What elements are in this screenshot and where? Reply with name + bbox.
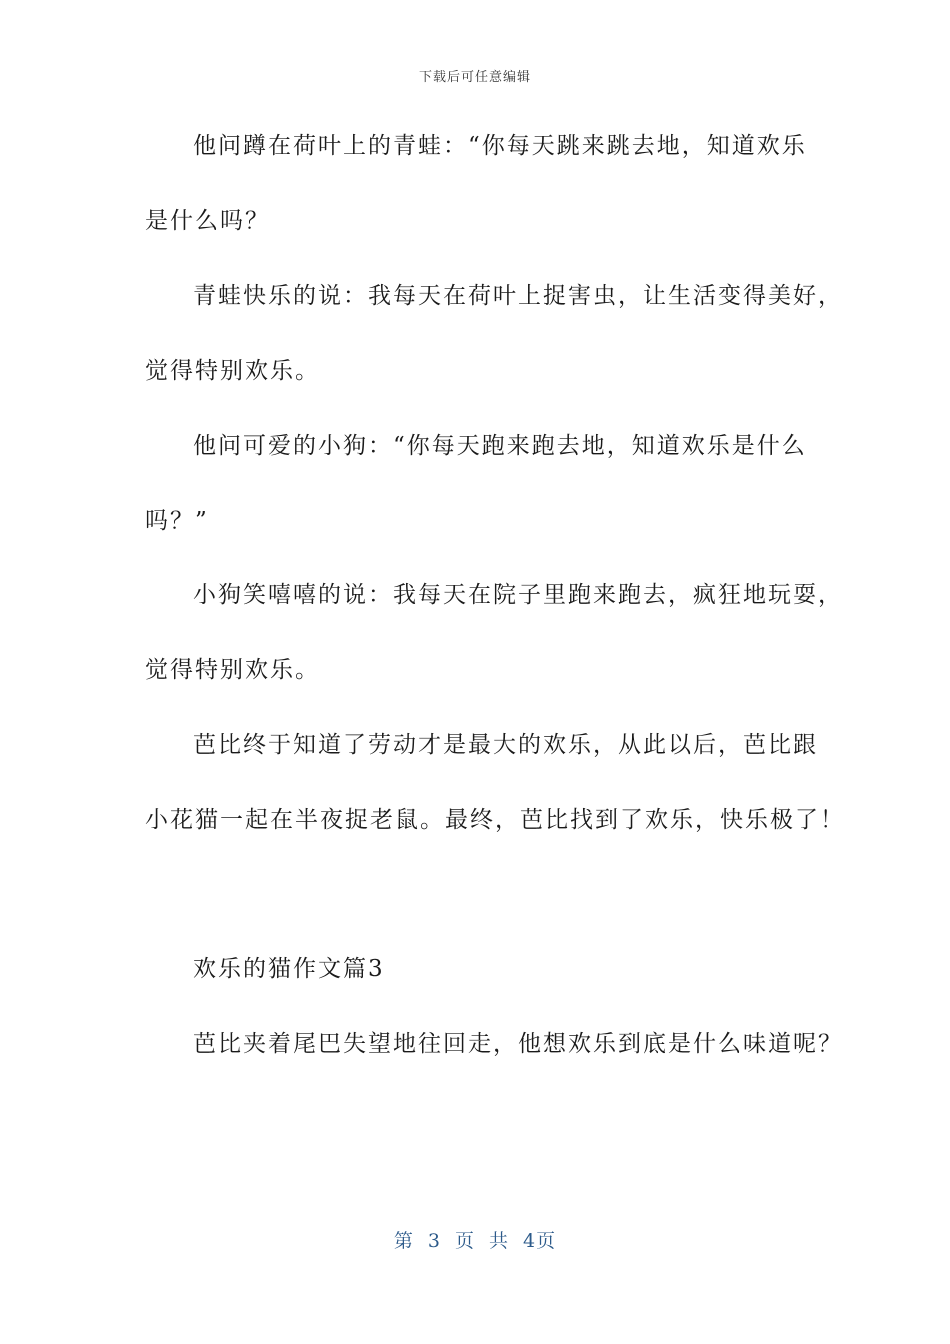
footer-label-ye: 页 [454,1230,475,1252]
paragraph-line-10: 小花猫一起在半夜捉老鼠。最终，芭比找到了欢乐，快乐极了！ [145,807,845,833]
footer-label-gong: 共 [489,1230,510,1252]
paragraph-line-6: 吗？” [145,508,209,534]
page-footer [0,1226,950,1253]
footer-current-page: 3 [427,1230,441,1252]
footer-total-pages: 4页 [523,1230,557,1252]
header-note: 下载后可任意编辑 [418,70,531,85]
section-heading: 欢乐的猫作文篇3 [193,956,385,982]
paragraph-line-3: 青蛙快乐的说：我每天在荷叶上捉害虫，让生活变得美好， [193,283,843,309]
paragraph-line-11: 芭比夹着尾巴失望地往回走，他想欢乐到底是什么味道呢？ [193,1031,843,1057]
paragraph-line-9: 芭比终于知道了劳动才是最大的欢乐，从此以后，芭比跟 [193,732,818,758]
footer-label-di: 第 [393,1230,414,1252]
paragraph-line-8: 觉得特别欢乐。 [145,657,320,683]
paragraph-line-7: 小狗笑嘻嘻的说：我每天在院子里跑来跑去，疯狂地玩耍， [193,582,843,608]
paragraph-line-1: 他问蹲在荷叶上的青蛙：“你每天跳来跳去地，知道欢乐 [193,133,807,159]
paragraph-line-2: 是什么吗？ [145,208,270,234]
paragraph-line-4: 觉得特别欢乐。 [145,358,320,384]
paragraph-line-5: 他问可爱的小狗：“你每天跑来跑去地，知道欢乐是什么 [193,433,807,459]
